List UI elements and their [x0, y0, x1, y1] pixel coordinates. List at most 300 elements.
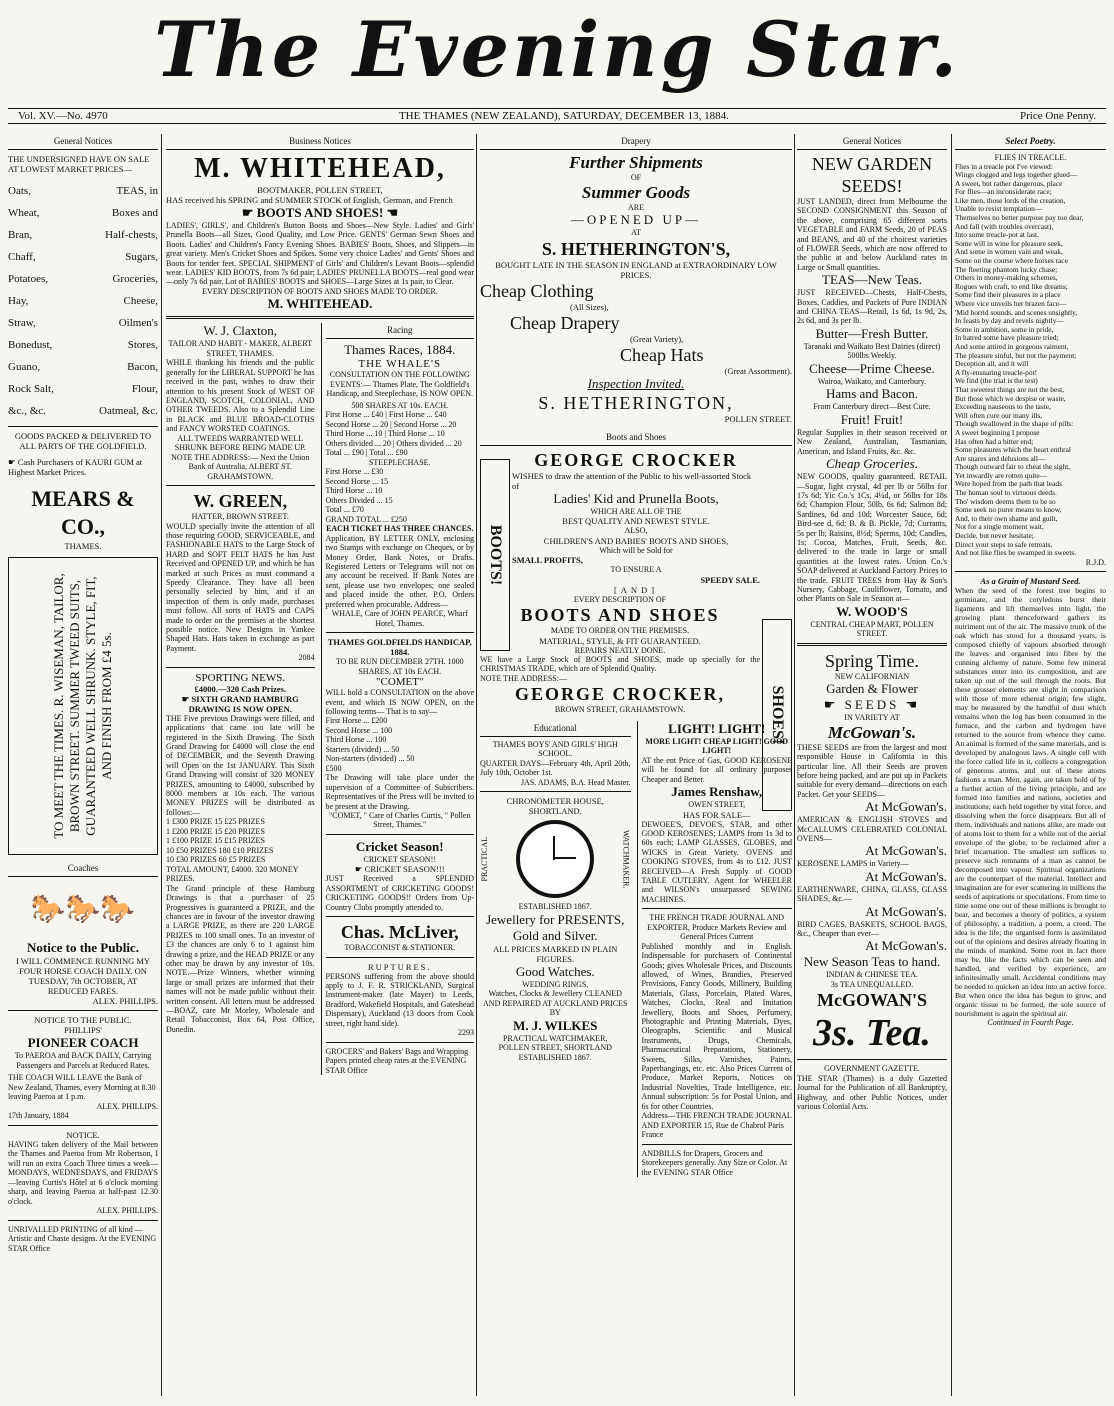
goods-item: Oats, — [8, 185, 31, 197]
steeple-row: GRAND TOTAL ... £250 — [325, 514, 407, 524]
poem-line: Themselves no better purpose pay too dear, — [955, 213, 1084, 223]
renshaw-body: DEWOEE'S, DEVOE'S, STAR, and other GOOD KEROSENES; LAMPS from 1s 3d to 60s each; LAMP GLASSES, GLOBES, and WICKS in Great Variety. OVENS and COOKING STOVES, from 4s to £12. JUST RECEIVED—A Fresh Supply of GOOD TABLE CUTLERY. Agent for WHEELER and WILSON's unsurpassed SEWING MACHINES. — [641, 819, 792, 904]
cheap-drapery-sub: (Great Variety), — [630, 333, 684, 344]
rupture-title: RUPTURES. — [367, 961, 432, 972]
claxton-name: W. J. Claxton, — [203, 323, 278, 339]
printing-notice: UNRIVALLED PRINTING of all kind — Artistic and Chaste designs. At the EVENING STAR Office — [8, 1224, 157, 1253]
section-header: Educational — [480, 721, 631, 737]
garden-body: JUST LANDED, direct from Melbourne the SECOND CONSIGNMENT this Season of the above, comprising 65 different sorts VEGETABLE and FARM Seeds, 20 of PEAS and BEANS, and 40 of the choicest varieties of FLOWER Seeds, which are now offered to the public at and below Auckland rates in Large or Small quantities. — [797, 197, 947, 272]
poem-line: Into some treacle-pot at last. — [955, 230, 1039, 240]
cheap-drapery: Cheap Drapery — [510, 312, 620, 333]
poem-line: But those which we despise or waste, — [955, 393, 1066, 403]
established: ESTABLISHED 1867. — [518, 902, 592, 912]
school-body: QUARTER DAYS—February 4th, April 20th, July 10th, October 1st. — [480, 758, 631, 778]
price: Price One Penny. — [1020, 110, 1096, 122]
birdcages: BIRD CAGES, BASKETS, SCHOOL BAGS, &c., Cheaper than ever— — [797, 919, 947, 939]
groceries-title: Cheap Groceries. — [826, 456, 918, 472]
goods-item: Stores, — [127, 339, 158, 351]
each-ticket: EACH TICKET HAS THREE CHANCES. — [326, 524, 474, 534]
wood-sub: CENTRAL CHEAP MART, POLLEN STREET. — [810, 619, 934, 639]
goods-item: Potatoes, — [8, 273, 49, 285]
race-body: Application, BY LETTER ONLY, enclosing two Stamps with exchange on Cheques, or by Money Order, Bank Notes, or Drafts. Registered Letters or Telegrams will not on any account be received. If Bank Notes are sent, please use two envelopes; one sealed and placed inside the other. P.O. Orders preferred when procurable. Address— — [325, 533, 474, 609]
goods-item: Guano, — [8, 361, 41, 373]
green-code: 2084 — [298, 653, 315, 663]
poem-line: Some seek no purer means to know, — [955, 505, 1062, 515]
at-mcgowans: At McGowan's. — [865, 843, 947, 859]
goods-item: Chaff, — [8, 251, 36, 263]
poem-line: Are snares and delusions all— — [955, 453, 1046, 463]
race-addr: WHALE, Care of JOHN PEARCE, Wharf Hotel, Thames. — [331, 609, 468, 628]
hams-body: From Canterbury direct—Best Cure. — [813, 402, 931, 412]
crocker-ensure: TO ENSURE A — [610, 565, 662, 574]
whitehead-intro: HAS received his SPRING and SUMMER STOCK of English, German, and French — [166, 195, 453, 205]
of-label: OF — [630, 173, 642, 182]
race-table — [326, 410, 475, 458]
wiseman-advert — [8, 557, 158, 855]
poem-line: The fleeting phantom lucky chase; — [955, 264, 1058, 274]
crocker-boots: BOOTS AND SHOES — [520, 605, 720, 625]
at-mcgowans: At McGowan's. — [865, 868, 947, 884]
hams-title: Hams and Bacon. — [825, 386, 919, 402]
fruit-body: Regular Supplies in their season received or New Zealand, Australian, Tasmanian, American, and Island Fruits, &c. &c. — [797, 427, 947, 456]
crocker-made: MADE TO ORDER ON THE PREMISES. — [550, 626, 690, 635]
poem-line: Some will in wine for pleasure seek, — [955, 238, 1063, 248]
light-title: LIGHT! LIGHT! — [668, 720, 766, 736]
crocker-wishes: WISHES to draw the attention of the Public to his well-assorted Stock of — [512, 470, 752, 491]
kauri-gum: ☛ Cash Purchasers of KAURI GUM at Highest Market Prices. — [8, 457, 143, 477]
goods-item: Bacon, — [127, 361, 158, 373]
pioneer-body: To PAEROA and BACK DAILY, Carrying Passengers and Parcels at Reduced Rates. — [14, 1051, 152, 1070]
goods-item: Oatmeal, &c. — [99, 405, 158, 417]
jewellery: Jewellery for PRESENTS, Gold and Silver. — [486, 911, 625, 943]
mears-place: THAMES. — [64, 541, 102, 551]
poem-line: In hatred some have pleasure tried; — [955, 333, 1059, 343]
crocker-sold: Which will be Sold for — [599, 545, 673, 555]
poem-line: We find (the trial is the test) — [955, 376, 1038, 386]
are-label: ARE — [628, 202, 644, 212]
dateline — [8, 108, 1106, 124]
sporting-body2: The Grand principle of these Hamburg Drawings is that a purchaser of 25 Progressives is guaranteed a PRIZE, and the chances are in favour of the investor drawing a LARGE PRIZE, as there are 220 LARGE PRIZES to 100 small ones. To an investor of £3 the chances are only 6 to 1 against him drawing a prize, and the HEAD PRIZE or any other may be drawn by any investor of 10s. NOTE.—Prize Winners, whether winning large or small prizes are informed that their names will not be made public without their written consent. All letters must be addressed—BOAZ, care Mr Morley, Wholesale and Retail Tobacconist, Box 64, Post Office, Dunedin. — [166, 883, 315, 1034]
at-mcgowans: At McGowan's. — [865, 903, 947, 919]
cheap-clothing-sub: (All Sizes), — [570, 301, 609, 312]
sporting-sixth: ☛ SIXTH GRAND HAMBURG DRAWING IS NOW OPEN. — [181, 693, 299, 714]
californian: NEW CALIFORNIAN — [834, 671, 910, 681]
poem-line: Like men, those lords of the creation, — [955, 195, 1066, 205]
poem-line: A sweet beginning I propose — [955, 427, 1040, 437]
garden-flower: Garden & Flower — [826, 681, 918, 697]
poem-line: Some find their pleasures in a place — [955, 290, 1061, 300]
column-poetry — [955, 134, 1106, 1396]
prize-row: 1 £300 PRIZE 15 £25 PRIZES — [166, 817, 265, 827]
notice-body: I WILL COMMENCE RUNNING MY FOUR HORSE COACH DAILY. ON TUESDAY, 7th OCTOBER, AT REDUCED FARES. — [15, 956, 151, 996]
masthead — [0, 0, 1114, 100]
shoes-side-text: SHOES! — [769, 685, 786, 744]
poem-line: Some in ambition, some in pride, — [955, 324, 1054, 334]
opened-up: —OPENED UP— — [570, 212, 702, 227]
whitehead-sign: M. WHITEHEAD. — [267, 296, 373, 312]
steeple-title: STEEPLECHASE. — [368, 457, 431, 467]
steeple-row: Second Horse ... 15 — [325, 476, 389, 486]
crocker-children: CHILDREN'S AND BABIES' BOOTS AND SHOES, — [543, 535, 729, 546]
sporting-prizes — [166, 817, 315, 884]
trade-title: THE FRENCH TRADE JOURNAL AND EXPORTER, Produce Markets Review and General Prices Current — [647, 913, 787, 942]
mustard-title: As a Grain of Mustard Seed. — [980, 576, 1081, 587]
column-divider — [794, 134, 795, 1396]
poem-line: Decide, but never hesitate; — [955, 531, 1034, 541]
wilkes-est: ESTABLISHED 1867. — [518, 1052, 592, 1062]
column-general-notices-2 — [797, 134, 947, 1396]
claxton-all: ALL TWEEDS WARRANTED WELL SHRUNK BEFORE BEING MADE UP. — [174, 433, 306, 453]
at-label: AT — [631, 228, 641, 237]
coach-date: 17th January, 1884 — [8, 1111, 69, 1120]
practical-label: PRACTICAL — [480, 836, 489, 882]
variety-label: IN VARIETY AT — [844, 713, 900, 723]
cheap-clothing: Cheap Clothing — [480, 280, 594, 301]
goods-item: &c., &c. — [8, 405, 46, 417]
crocker-best: BEST QUALITY AND NEWEST STYLE. — [562, 516, 710, 526]
steeple-row: Others Divided ... 15 — [325, 495, 393, 505]
crocker-speedy: SPEEDY SALE. — [700, 574, 760, 585]
poem-line: Though outward fair to cheat the sight, — [955, 462, 1071, 472]
race-row: Third Horse ... 10 | Third Horse ... 10 — [325, 429, 445, 439]
poem-line: Not for a single moment wait, — [955, 522, 1044, 532]
handicap-sub: TO BE RUN DECEMBER 27TH. 1000 SHARES, AT 10s EACH. — [335, 657, 464, 676]
notice-title: Notice to the Public. — [27, 940, 139, 955]
poem-line: Were hoped from the path that leads — [955, 479, 1062, 489]
cheese-body: Wairoa, Waikato, and Canterbury. — [817, 376, 927, 386]
poem-line: A sweet, but rather dangerous, place — [955, 178, 1063, 188]
steeple-table — [326, 467, 475, 524]
teas-title: TEAS—New Teas. — [822, 272, 922, 288]
poem-line: Wings clogged and legs together glued— — [955, 170, 1078, 180]
race-row: First Horse ... £40 | First Horse ... £40 — [325, 410, 447, 420]
sporting-title: SPORTING NEWS. — [195, 671, 286, 684]
coach-sign: ALEX. PHILLIPS. — [96, 1101, 158, 1111]
coach-icon: 🐎🐎🐎 — [30, 894, 136, 925]
goods-item: Straw, — [8, 317, 36, 329]
notice-sign: ALEX. PHILLIPS. — [92, 996, 158, 1006]
whitehead-body: LADIES', GIRLS', and Children's Button Boots and Shoes—New Style. Ladies' and Girls' Prunella Boots—all Sizes, Good Quality, and Low Price. GENTS' German Sewn Shoes and Boots. Ladies' and Children's Fancy Evening Shoes. BABIES' Boots, Shoes, and Slippers—in great variety. Men's Cricket Shoes and Spikes. Some very choice Ladies' and Gents' Shoes and Boots for tender feet. SPECIAL SHIPMENT of Girls' and Children's Levant Boots—splendid wear. LADIES' KID BOOTS, from 7s 6d pair; LADIES' PRUNELLA BOOTS—real good wear—only 7s 6d pair. Lot of BABIES' BOOTS and SHOES—Large Sizes at 1s pair, to Clear. — [166, 221, 474, 287]
notice3-title: NOTICE. — [66, 1129, 100, 1140]
whitehead-name: M. WHITEHEAD, — [194, 153, 446, 184]
comet-addr: "COMET, " Care of Charles Curtis, " Pollen Street, Thames." — [329, 810, 471, 830]
green-body: WOULD specially invite the attention of all those requiring GOOD, SERVICEABLE, and FASHIONABLE HATS to the Large Stock of HARD and SOFT FELT HATS he has Just Received and OPENED UP, and which he has marked at such Prices as must command a Speedy Clearance. They have all been personally selected by him, and if an inspection of them is only made, purchases must follow. All sorts of HATS and CAPS made to order on the premises at the shortest possible notice. New Designs in Yankee Shaped Hats. Hats taken in exchange as part Payment. — [166, 521, 315, 653]
three-s-tea: 3s TEA UNEQUALLED. — [830, 979, 914, 989]
butter-title: Butter—Fresh Butter. — [815, 325, 929, 341]
column-business-notices — [166, 134, 474, 1396]
handbills-notice: ANDBILLS for Drapers, Grocers and Storekeepers generally. Any Size or Color. At the EVENING STAR Office — [641, 1148, 788, 1177]
goods-list — [8, 180, 158, 422]
goods-item: Oilmen's — [118, 317, 158, 329]
goods-item: Wheat, — [8, 207, 40, 219]
prize-row: 1 £200 PRIZE 15 £20 PRIZES — [166, 826, 265, 836]
steeple-row: First Horse ... £30 — [325, 467, 384, 477]
school-name: THAMES BOYS' AND GIRLS' HIGH SCHOOL. — [492, 739, 618, 759]
crocker-note: NOTE THE ADDRESS:— — [480, 673, 567, 683]
boots-side-panel — [480, 459, 510, 651]
cricket3: ☛ CRICKET SEASON!!! — [354, 864, 445, 875]
sporting-body: THE Five previous Drawings were filled, and applications that came too late will be registered in the Sixth Drawing. The Sixth Grand Drawing for £4000 will close the end of DECEMBER, and the Seventh Drawing will Open on the 1st JANUARY. This Sixth Grand Drawing will consist of 320 MONEY PRIZES, amounting to £4000, subscribed by 8000 members at 10s each. The various MONEY PRIZES will be distributed as follows:— — [166, 713, 315, 817]
rupture-body: PERSONS suffering from the above should apply to J. F. R. STRICKLAND, Surgical Instrument-maker (late Mayer) to Leeds, Bradford, Wakefield Hospitals, and Gateshead Dispensary), Auckland (13 doors from Cook street, right hand side). — [325, 971, 474, 1028]
rupture-code: 2293 — [458, 1028, 474, 1037]
prize-row: 10 £30 PRIZES 60 £5 PRIZES — [166, 855, 266, 865]
poem-line: Some on the course where horses race — [955, 256, 1068, 266]
race-row: Total ... £90 | Total ... £90 — [325, 448, 408, 458]
teas-body: JUST RECEIVED—Chests, Half-Chests, Boxes, Caddies, and Packets of Pure INDIAN and CHINA TEAS—Retail, 1s 6d, 1s 9d, 2s, 2s 6d, and 3s per lb. — [797, 288, 947, 326]
wood-name: W. WOOD'S — [836, 603, 908, 619]
further-shipments: Further Shipments — [569, 153, 703, 172]
mears-intro: THE UNDERSIGNED HAVE ON SALE AT LOWEST MARKET PRICES— — [8, 154, 150, 174]
butter-body: Taranaki and Waikato Best Dairies (direct) 500lbs Weekly. — [803, 341, 941, 361]
poem-line: Yet inwardly are rotten quite— — [955, 470, 1048, 480]
goods-item: Half-chests, — [105, 229, 158, 241]
wiseman-text: TO MEET THE TIMES. R. WISEMAN, TAILOR, BROWN STREET. SUMMER TWEED SUITS, GUARANTEED WELL SHRUNK. STYLE, FIT, AND FINISH FROM £4 5s. — [51, 573, 114, 839]
cheap-hats-sub: (Great Assortment). — [724, 365, 792, 376]
poem-line: Will often cure our many ills, — [955, 410, 1043, 420]
column-general-notices — [8, 134, 158, 1396]
prize-row: 10 £50 PRIZES 180 £10 PRIZES — [166, 845, 274, 855]
section-header: Racing — [326, 323, 475, 339]
crocker-and: [AND] — [613, 584, 659, 595]
goods-item: Rock Salt, — [8, 383, 54, 395]
seeds-body: THESE SEEDS are from the largest and most responsible House in California in this particular line. All their Seeds are proven before being packed, and are put up in Packets suitable for every demand—directions on each Packet. Get your SEEDS— — [797, 742, 947, 799]
column-divider — [161, 134, 162, 1396]
hetherington-body: BOUGHT LATE IN THE SEASON IN ENGLAND at EXTRAORDINARY LOW PRICES. — [495, 259, 777, 280]
groceries-body: NEW GOODS, quality guaranteed. RETAIL—Sugar, light crystal, 4d per lb or 56lbs for 17s 6d; Yic Co.'s 1Cs, 4¼d, or 56lbs for 18s 6d; Champion Flour, 50lb, 6s 6d; Salmon 8d; Sardines, 6d and 10d; Worcester Sauce, 6d; Bird-see d, 6d; B. & B. Pickle, 7d; Currants, 5s per lb; Raisins, 8½d; Sperms, 10d; Candles, 1s; Cocoa, Matches, Fruit, Seeds, &c. delivered to the trade in large or small quantities at the lowest rates. Union Co.'s SOAP delivered at Auckland Factory Prices to the trade. FRUIT TREES from Hay & Son's Nursery, Cabbage, Cauliflower, Tomato, and other Plants on Sale in Season at— — [797, 472, 947, 604]
renshaw-name: James Renshaw, — [671, 784, 763, 800]
poem-line: Some pleasures which the heart enthral — [955, 445, 1071, 455]
poem-line: Unable to resist temptation— — [955, 204, 1043, 214]
shares: 500 SHARES AT 10s. EACH. — [351, 400, 449, 410]
comet-title: "COMET" — [376, 676, 424, 689]
poem-line: And, to their own shame and guilt, — [955, 513, 1058, 523]
race-row: Others divided ... 20 | Others divided ... 20 — [325, 438, 462, 448]
poem-line: A fly-ensnaring treacle-pot! — [955, 367, 1038, 377]
whitehead-every: EVERY DESCRIPTION OF BOOTS AND SHOES MADE TO ORDER. — [202, 286, 438, 296]
indian-tea: INDIAN & CHINESE TEA. — [826, 970, 918, 980]
poem-line: For flies—an inconsiderate race; — [955, 187, 1052, 197]
goods-item: Hay, — [8, 295, 29, 307]
cricket-body: JUST Received a SPLENDID ASSORTMENT of CRICKETING GOODS! CRICKETING GOODS!! Orders from Up-Country Clubs promptly attended to. — [325, 874, 474, 912]
goods-item: Flour, — [131, 383, 158, 395]
comet-table — [326, 716, 475, 773]
column-divider — [476, 134, 477, 1396]
goods-item: TEAS, in — [116, 185, 158, 197]
grocers-notice: GROCERS' and Bakers' Bags and Wrapping Papers printed cheap rates at the EVENING STAR Office — [325, 1046, 469, 1075]
good-watches: Good Watches. — [515, 963, 595, 979]
race-row: Second Horse ... 20 | Second Horse ... 20 — [325, 419, 457, 429]
cricket-title: Cricket Season! — [355, 838, 444, 854]
wilkes-street: POLLEN STREET, SHORTLAND — [498, 1043, 612, 1053]
crocker-which: WHICH ARE ALL OF THE — [590, 506, 682, 516]
goods-item: Sugars, — [125, 251, 158, 263]
mcliver-name: Chas. McLiver, — [340, 922, 459, 943]
comet-row: Second Horse ... 100 — [325, 725, 393, 735]
poem-title: FLIES IN TREACLE. — [994, 153, 1067, 162]
fruit-title: Fruit! Fruit! — [840, 411, 904, 427]
all-prices: ALL PRICES MARKED IN PLAIN FIGURES. — [493, 943, 618, 964]
section-header: Select Poetry. — [955, 134, 1106, 150]
repaired: Watches, Clocks & Jewellery CLEANED AND REPAIRED AT AUCKLAND PRICES BY — [483, 989, 628, 1018]
light-sub: MORE LIGHT! CHEAP LIGHT! GOOD LIGHT! — [645, 736, 789, 756]
comet-row: Starters (divided) ... 50 — [325, 744, 400, 754]
poem-body — [955, 163, 1106, 558]
shoes-side-panel — [762, 619, 792, 811]
wedding-rings: WEDDING RINGS. — [522, 979, 589, 989]
chronometer-title: CHRONOMETER HOUSE, SHORTLAND. — [506, 796, 604, 817]
comet-body: WILL hold a CONSULTATION on the above event, and which IS NOW OPEN, on the following terms— That is to say— — [325, 688, 474, 716]
crocker-material: MATERIAL, STYLE, & FIT GUARANTEED. — [539, 635, 701, 646]
notice3-body: HAVING taken delivery of the Mail between the Thames and Paeroa from Mr Robertson, I will run an extra Coach Three times a week—MONDAYS, WEDNESDAYS, and FRIDAYS—leaving Curtis's Hôtel at 6 o'clock morning sharp, and leaving Paeroa at half-past 12.30 o'clock. — [8, 1139, 158, 1206]
cheap-hats: Cheap Hats — [620, 344, 704, 365]
section-header: Drapery — [480, 134, 792, 150]
green-name: W. GREEN, — [193, 491, 288, 512]
section-header: General Notices — [8, 134, 158, 150]
prize-row: 1 £100 PRIZE 15 £15 PRIZES — [166, 836, 265, 846]
renshaw-has: HAS FOR SALE— — [682, 809, 751, 820]
section-header: Coaches — [8, 861, 158, 877]
hetherington-street: POLLEN STREET. — [724, 413, 792, 424]
coach-leave: THE COACH WILL LEAVE the Bank of New Zealand, Thames, every Morning at 8.30 leaving Paeroa at 1 p.m. — [8, 1073, 156, 1101]
comet-row: £500 — [325, 763, 342, 773]
poem-line: Direct your steps to safe retreats, — [955, 539, 1053, 549]
comet-row: Non-starters (divided) ... 50 — [325, 754, 415, 764]
green-sub: HATTER, BROWN STREET. — [191, 512, 289, 522]
crocker-name: GEORGE CROCKER — [534, 449, 738, 470]
continued: Continued in Fourth Page. — [987, 1018, 1074, 1028]
at-mcgowans: At McGowan's. — [865, 799, 947, 815]
claxton-sub: TAILOR AND HABIT - MAKER, ALBERT STREET, THAMES. — [168, 339, 313, 358]
earthenware: EARTHENWARE, CHINA, GLASS, GLASS SHADES, &c.— — [797, 884, 947, 904]
poem-line: Others in money-making schemes, — [955, 273, 1058, 283]
stoves: AMERICAN & ENGLISH STOVES and McCALLUM'S CELEBRATED COLONIAL OVENS— — [797, 815, 947, 844]
sporting-prize: £4000.—320 Cash Prizes. — [194, 683, 287, 694]
trade-body: Published monthly and in English. Indispensable for purchasers of Continental Goods; gives Wholesale Prices, and Discounts allowed, of Wines, Brandies, Preserved Provisions, Fancy Goods, Millinery, Building Materials, Glass, Porcelain, Plated Wares, Watches, Clocks, Real and Imitation Jewellery, Boots and Shoes, Perfumery, Photographic and Printing Materials, Dyes, Oleographs, Scientific and Musical Instruments, Drugs, Chemicals, Pharmaceutical Preparations, Stationery, Sweets, Silks, Varnishes, Paints, Paperhangings, etc. etc. Also Prices Current of Produce, Market Reports, Notices on Industrial Novelties, Trade Intelligence, etc. Annual subscription: 5s for Postal Union, and 6s for other Countries. — [641, 941, 792, 1111]
poem-line: Though swallowed in the shape of pills: — [955, 419, 1074, 429]
mustard-body: When the seed of the forest tree begins to germinate, and the cotyledons burst their ligaments and lift themselves into light, the growing plant thenceforward gathers its nutriment out of the air. The massive trunk of the oak which has stood for a thousand years, is composed chiefly of vapours absorbed through the leaves and organised into fibre by the cunning alchemy of nature. Some few mineral substances enter into its composition, and are taken up out of the soil through the roots. But these grosser elements are slight in comparison with those of more ethereal origin; few slight, may be measured by the handful of dust which remains when the log has been consumed in the furnace, and the carbon and hydrogen have returned to the source from whence they came. An animal is formed of the same materials, and is developed by analogous laws. A single cell with the force called life in it, collects a congregation of generous atoms, and out of these atoms fashions a man. Men, again, are taken hold of by a further action of the living principle, and are formed into families and nations, societies and institutions; each held together by vital force, and dissolving when the force disappears. But all of them, individuals and nations alike, are made out of atoms lost to them for a while out of the aerial envelope of the globe, to be reclaimed after a brief incarnation. The smallest urn suffices to preserve such remnants of a man as cannot be decomposed into vapour. Spiritual organizations are the counterpart of the material. Intellect and imagination are for ever scattering in millions the seeds of aspirations or speculations. From time to time some one out of these millions is brought to bear, and becomes a theory of politics, a system of philosophy, a tradition, a poem, a creed. The idea is the life; the organised form is assimilated out of the opinions and desires already floating in the minds of mankind. Some root in fact there may be, like the facts which can be seen and handled, and verified by experience, are infinitesimally small. Accidental conditions may be needed to quicken an idea into an active force. But when once the idea has begun to grow, and organic tissue to be formed, the sole source of nourishment is again the spiritual air. — [955, 586, 1106, 1019]
mcgowans-big: McGOWAN'S — [817, 990, 927, 1011]
handicap-title: THAMES GOLDFIELDS HANDICAP, 1884. — [327, 637, 472, 658]
poem-line: In feasts by day and revels nightly— — [955, 316, 1064, 326]
spring-time: Spring Time. — [824, 650, 920, 671]
comet-row: Third Horse ... 100 — [325, 735, 387, 745]
whale-title: THE WHALE'S — [358, 358, 442, 371]
clock-icon — [516, 820, 594, 898]
crocker-street: BROWN STREET, GRAHAMSTOWN. — [554, 705, 686, 715]
summer-goods: Summer Goods — [581, 182, 691, 202]
whitehead-sub: BOOTMAKER, POLLEN STREET, — [257, 185, 383, 195]
crocker-small: SMALL PROFITS, — [512, 555, 583, 565]
cheese-title: Cheese—Prime Cheese. — [809, 360, 935, 376]
steeple-row: Total ... £70 — [325, 505, 364, 515]
at-mcgowans: At McGowan's. — [865, 938, 947, 954]
poem-line: Flies in a treacle pot I've viewed: — [955, 161, 1053, 171]
poem-line: That sweetest things are not the best, — [955, 384, 1064, 394]
goods-item: Groceries, — [112, 273, 158, 285]
poem-line: Deception all, and it will — [955, 359, 1029, 369]
crocker-large: WE have a Large Stock of BOOTS and SHOES, made up specially for the CHRISTMAS TRADE, which are of Splendid Quality. — [480, 655, 760, 674]
renshaw-sub: OWEN STREET, — [688, 800, 746, 810]
section-header: Boots and Shoes — [480, 430, 792, 446]
gazette-body: THE STAR (Thames) is a duly Gazetted Journal for the Publication of all Bankruptcy, Highway, and other Public Notices, under various Colonial Acts. — [797, 1073, 947, 1112]
inspection-invited: Inspection Invited. — [587, 375, 685, 391]
wilkes-sub: PRACTICAL WATCHMAKER, — [503, 1033, 608, 1043]
crocker-ladies: Ladies' Kid and Prunella Boots, — [553, 490, 719, 506]
cricket2: CRICKET SEASON!! — [363, 854, 437, 864]
whitehead-boots: ☛ BOOTS AND SHOES! ☚ — [241, 205, 399, 220]
poem-line: 'Mid horrid sounds, and scenes unsightly, — [955, 307, 1078, 317]
goods-item: Cheese, — [123, 295, 158, 307]
poem-line: Tho' wisdom deems them to be so — [955, 496, 1056, 506]
crocker-repairs: REPAIRS NEATLY DONE. — [574, 645, 666, 655]
poem-line: The human soul to virtuous deeds. — [955, 488, 1057, 498]
wilkes-name: M. J. WILKES — [513, 1017, 598, 1033]
goods-item: Bran, — [8, 229, 33, 241]
publication-date: THE THAMES (NEW ZEALAND), SATURDAY, DECEMBER 13, 1884. — [398, 110, 729, 122]
trade-addr: Address—THE FRENCH TRADE JOURNAL AND EXPORTER 15, Rue de Chabrol Paris France — [641, 1111, 792, 1139]
seeds-title: ☛ SEEDS ☚ — [823, 697, 921, 713]
crocker-also: ALSO, — [624, 526, 648, 535]
goods-item: Boxes and — [111, 207, 158, 219]
claxton-addr: NOTE THE ADDRESS:— Next the Union Bank of Australia, ALBERT ST. GRAHAMSTOWN. — [171, 452, 310, 481]
light-body: AT the ent Price of Gas, GOOD KEROSENE will be found for all ordinary purposes Cheaper and Better. — [641, 755, 792, 784]
phillips: PHILLIPS' — [64, 1025, 102, 1035]
prize-row: TOTAL AMOUNT, £4000. 320 MONEY PRIZES. — [166, 864, 299, 884]
races-title: Thames Races, 1884. — [344, 342, 456, 358]
notice3-sign: ALEX. PHILLIPS. — [96, 1206, 158, 1215]
mears-firm: MEARS & CO., — [31, 486, 135, 539]
poem-line: Exceeding nauseous to the taste, — [955, 402, 1051, 412]
claxton-body: WHILE thanking his friends and the public generally for the LIBERAL SUPPORT he has received in the past, wishes to draw their attention to his present Stock of WEST OF ENGLAND, SCOTCH, COLONIAL, AND OTHER TWEEDS. Also to a Splendid Line in BLACK and BLUE BROAD-CLOTHS and FANCY WORSTED COATINGS. — [166, 358, 315, 434]
poem-line: And not like flies be swamped in sweets. — [955, 548, 1077, 558]
poem-line: And some in women vain and weak, — [955, 247, 1063, 257]
newspaper-title: The Evening Star. — [154, 5, 960, 94]
poem-line: The pleasure sinful, but not the payment; — [955, 350, 1077, 360]
crocker-every: EVERY DESCRIPTION OF — [573, 594, 667, 604]
poem-sign: R.J.D. — [1085, 557, 1106, 567]
comet-row: First Horse ... £200 — [325, 716, 388, 726]
poem-line: Rogues with craft, to end like dreams; — [955, 281, 1068, 291]
watchmaker-label: WATCHMAKER. — [621, 829, 631, 889]
poem-line: Where vice unveils her brazen face— — [955, 299, 1067, 308]
kerosene: KEROSENE LAMPS in Variety— — [797, 859, 909, 869]
poem-line: Has often had a bitter end; — [955, 436, 1034, 446]
tea-big: 3s. Tea. — [813, 1012, 931, 1055]
steeple-row: Third Horse ... 10 — [325, 486, 383, 496]
goods-item: Bonedust, — [8, 339, 53, 351]
pioneer-coach: PIONEER COACH — [27, 1035, 139, 1050]
comet-body2: The Drawing will take place under the supervision of a Committee of Subscribers. Representatives of the Press will be invited to be present at the Drawing. — [325, 773, 474, 811]
school-sign: JAS. ADAMS, B.A. Head Master. — [520, 777, 631, 787]
section-header: Business Notices — [166, 134, 474, 150]
garden-seeds-title: NEW GARDEN SEEDS! — [811, 154, 933, 196]
column-drapery — [480, 134, 792, 1396]
goods-packed: GOODS PACKED & DELIVERED TO ALL PARTS OF THE GOLDFIELD. — [14, 431, 152, 451]
notice2-title: NOTICE TO THE PUBLIC. — [34, 1015, 132, 1025]
hetherington-sign: S. HETHERINGTON, — [538, 392, 734, 413]
gazette-title: GOVERNMENT GAZETTE. — [824, 1064, 920, 1074]
mcliver-sub: TOBACCONIST & STATIONER. — [344, 943, 456, 953]
whale-cons: CONSULTATION ON THE FOLLOWING EVENTS:— Thames Plate, The Goldfield's Handicap, and Steeplechase, IS NOW OPEN. — [326, 370, 473, 399]
crocker-sign: GEORGE CROCKER, — [514, 684, 726, 705]
section-header: General Notices — [797, 134, 947, 150]
hetherington-name: S. HETHERINGTON'S, — [541, 238, 731, 259]
volume-number: Vol. XV.—No. 4970 — [18, 110, 108, 122]
boots-side-text: BOOTS! — [487, 524, 504, 585]
poem-line: And fall (with troubles overcast), — [955, 221, 1054, 231]
poem-line: And some attired in gorgeous raiment, — [955, 341, 1069, 351]
new-season-teas: New Season Teas to hand. — [803, 954, 941, 970]
